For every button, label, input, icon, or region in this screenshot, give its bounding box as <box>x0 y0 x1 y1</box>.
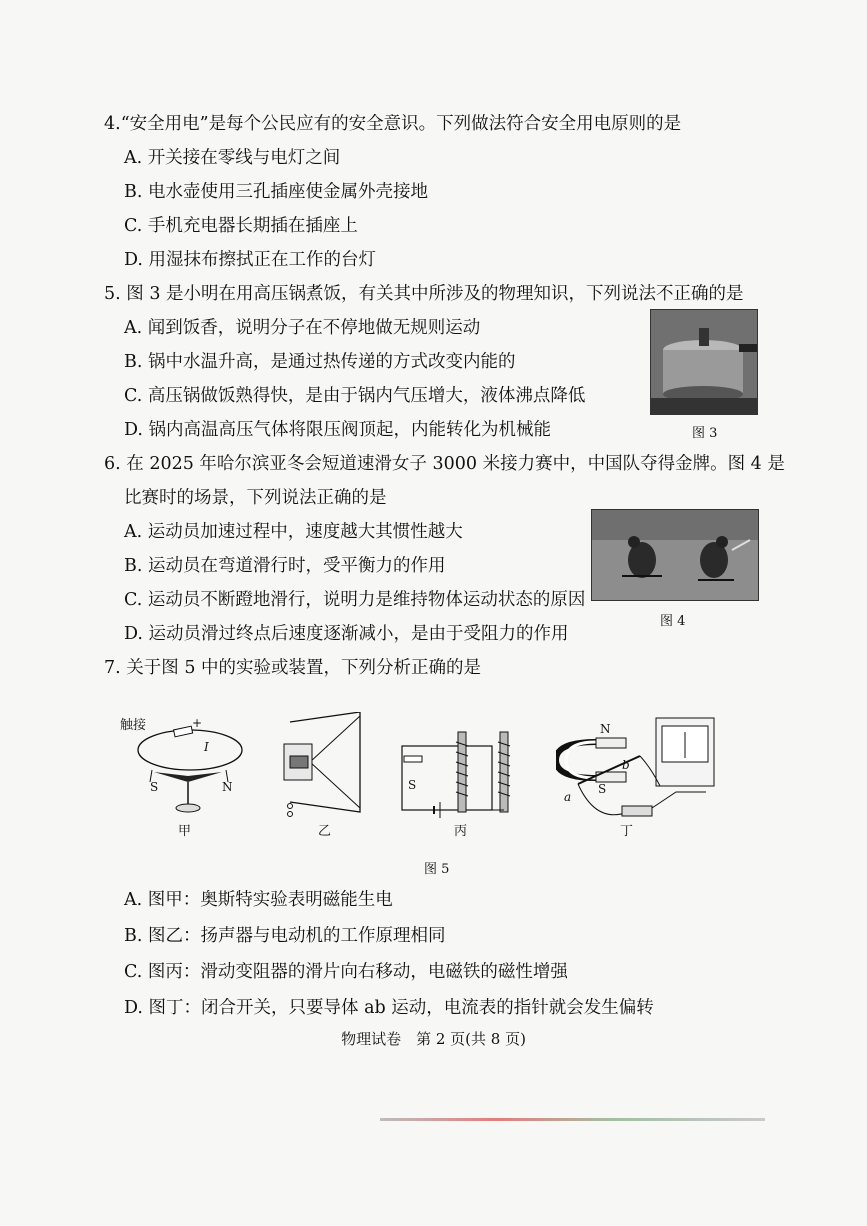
jia-s-label: S <box>150 780 159 794</box>
diagram-yi <box>280 712 370 837</box>
current-label: I <box>204 740 209 754</box>
figure-5-caption: 图 5 <box>424 862 450 877</box>
ding-n-label: N <box>600 722 611 736</box>
label-ding: 丁 <box>620 824 634 839</box>
q5-option-d: D. 锅内高温高压气体将限压阀顶起，内能转化为机械能 <box>124 420 552 440</box>
q7-stem: 7. 关于图 5 中的实验或装置，下列分析正确的是 <box>104 658 482 678</box>
label-bing: 丙 <box>454 824 468 839</box>
ding-b-label: b <box>622 758 630 772</box>
q4-option-c: C. 手机充电器长期插在插座上 <box>124 216 358 236</box>
q6-option-a: A. 运动员加速过程中，速度越大其惯性越大 <box>124 522 463 542</box>
q4-option-d: D. 用湿抹布擦拭正在工作的台灯 <box>124 250 377 270</box>
diagram-jia <box>118 712 248 837</box>
q6-stem-line2: 比赛时的场景，下列说法正确的是 <box>124 488 387 508</box>
q7-option-b: B. 图乙：扬声器与电动机的工作原理相同 <box>124 926 446 946</box>
label-jia: 甲 <box>178 824 192 839</box>
ding-s-label: S <box>598 782 607 796</box>
ding-a-label: a <box>564 790 572 804</box>
q5-option-b: B. 锅中水温升高，是通过热传递的方式改变内能的 <box>124 352 516 372</box>
q5-option-a: A. 闻到饭香，说明分子在不停地做无规则运动 <box>124 318 481 338</box>
q6-option-b: B. 运动员在弯道滑行时，受平衡力的作用 <box>124 556 446 576</box>
q5-stem: 5. 图 3 是小明在用高压锅煮饭，有关其中所涉及的物理知识，下列说法不正确的是 <box>104 284 744 304</box>
q6-stem-line1: 6. 在 2025 年哈尔滨亚冬会短道速滑女子 3000 米接力赛中，中国队夺得金牌。图 4 是 <box>104 454 785 474</box>
plus-label: + <box>192 716 203 730</box>
diagram-bing <box>396 712 526 837</box>
q4-option-a: A. 开关接在零线与电灯之间 <box>124 148 341 168</box>
q4-option-b: B. 电水壶使用三孔插座使金属外壳接地 <box>124 182 428 202</box>
pressure-cooker-photo <box>650 309 758 415</box>
figure-3-caption: 图 3 <box>692 426 718 441</box>
q7-option-a: A. 图甲：奥斯特实验表明磁能生电 <box>124 890 393 910</box>
figure-4-caption: 图 4 <box>660 614 686 629</box>
diagram-ding <box>556 712 726 837</box>
q5-option-c: C. 高压锅做饭熟得快，是由于锅内气压增大，液体沸点降低 <box>124 386 586 406</box>
q4-stem: 4.“安全用电”是每个公民应有的安全意识。下列做法符合安全用电原则的是 <box>104 114 682 134</box>
q6-option-d: D. 运动员滑过终点后速度逐渐减小，是由于受阻力的作用 <box>124 624 569 644</box>
touch-label: 触接 <box>120 718 147 733</box>
q7-option-d: D. 图丁：闭合开关，只要导体 ab 运动，电流表的指针就会发生偏转 <box>124 998 654 1018</box>
speed-skating-photo <box>591 509 759 601</box>
bottom-divider <box>380 1118 765 1121</box>
label-yi: 乙 <box>318 824 332 839</box>
jia-n-label: N <box>222 780 233 794</box>
bing-s-label: S <box>408 778 417 792</box>
q6-option-c: C. 运动员不断蹬地滑行，说明力是维持物体运动状态的原因 <box>124 590 586 610</box>
page-footer: 物理试卷 第 2 页(共 8 页) <box>341 1030 526 1048</box>
q7-option-c: C. 图丙：滑动变阻器的滑片向右移动，电磁铁的磁性增强 <box>124 962 568 982</box>
